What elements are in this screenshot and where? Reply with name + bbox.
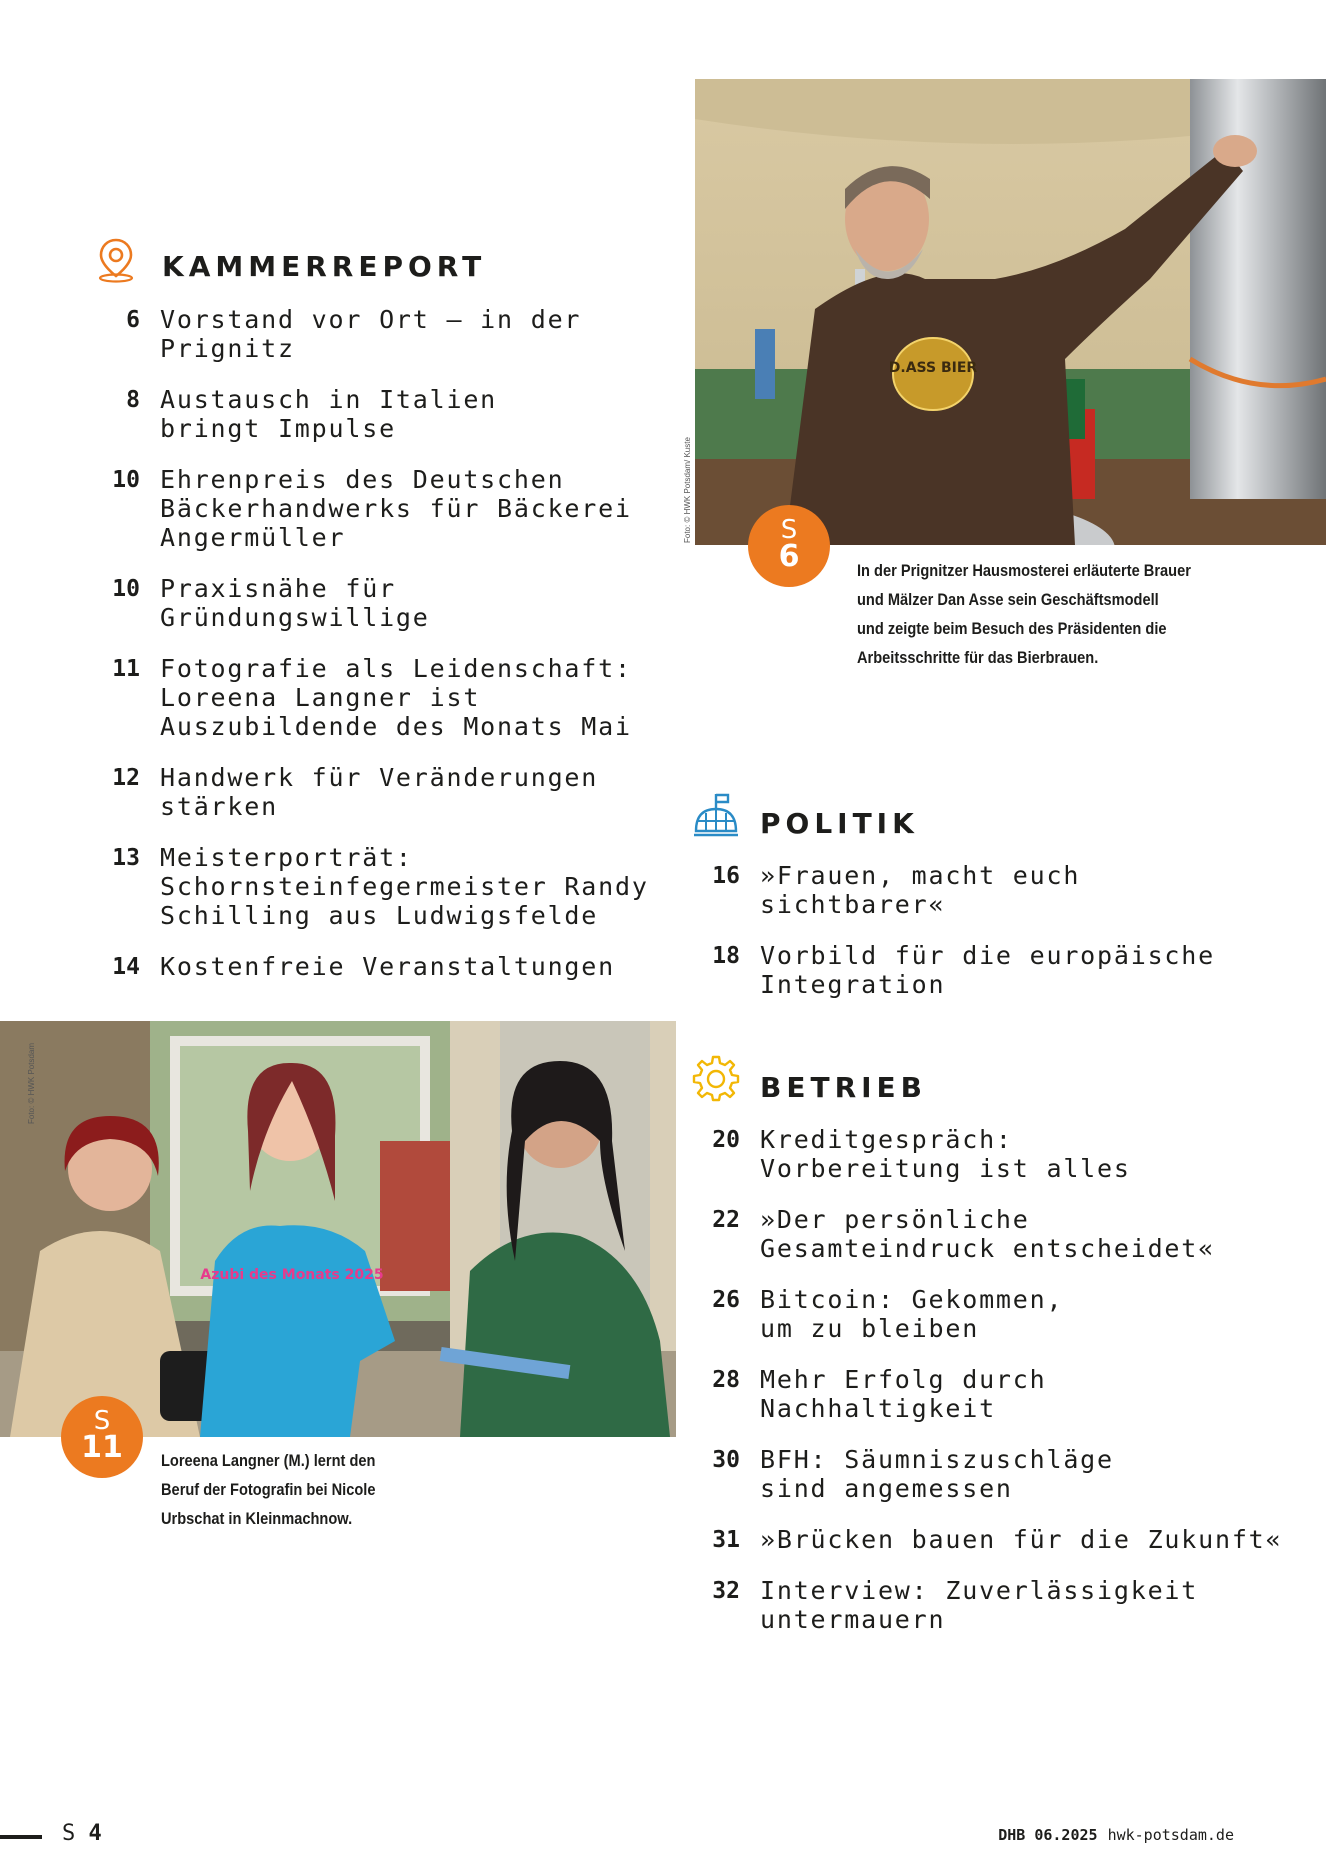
toc-entry[interactable] [700,1525,1310,1554]
photo-caption-women: Loreena Langner (M.) lernt den Beruf der Fotografin bei Nicole Urbschat in Kleinmachnow. [161,1451,376,1528]
photo-credit-brewer: Foto: © HWK Potsdam/ Kuste [683,437,692,543]
photo-brewer [695,79,1326,545]
toc-title: Kostenfreie Veranstaltungen [160,952,615,981]
footer-page-value: 4 [88,1821,102,1846]
badge-prefix: S [93,1406,111,1436]
toc-betrieb [700,1125,1310,1656]
section-title-politik: POLITIK [760,807,919,840]
toc-entry[interactable] [100,952,660,981]
toc-title: »Der persönliche Gesamteindruck entscheidet« [760,1205,1215,1263]
toc-page-number: 10 [112,576,140,602]
toc-page-number: 8 [126,387,140,413]
badge-page-number: 11 [81,1430,123,1465]
toc-title: Meisterporträt: Schornsteinfegermeister Randy Schilling aus Ludwigsfelde [160,843,649,930]
page-badge-6[interactable] [748,505,830,587]
toc-entry[interactable] [700,941,1310,999]
toc-entry[interactable] [700,1125,1310,1183]
footer-website[interactable]: hwk-potsdam.de [1107,1826,1234,1844]
parliament-flag-icon [692,791,740,839]
gear-icon [692,1054,740,1102]
toc-title: Kreditgespräch: Vorbereitung ist alles [760,1125,1131,1183]
badge-page-number: 6 [778,539,800,574]
section-betrieb-header [692,1054,740,1102]
women-photo-illustration [0,1021,676,1437]
footer-page-number [62,1821,102,1846]
badge-prefix: S [780,515,798,545]
toc-page-number: 28 [712,1367,740,1393]
toc-entry[interactable] [100,385,660,443]
toc-page-number: 31 [712,1527,740,1553]
page-badge-11[interactable] [61,1396,143,1478]
section-title-kammerreport: KAMMERREPORT [162,250,487,283]
shirt-logo-text: D.ASS BIER [888,360,978,376]
toc-page-number: 16 [712,863,740,889]
footer-rule [0,1835,42,1839]
toc-title: Ehrenpreis des Deutschen Bäckerhandwerks für Bäckerei Angermüller [160,465,632,552]
toc-entry[interactable] [100,574,660,632]
photo-caption-brewer: In der Prignitzer Hausmosterei erläuterte Brauer und Mälzer Dan Asse sein Geschäftsmodell und zeigte beim Besuch des Präsidenten die Arbeitsschritte für das Bierbrauen. [857,561,1191,667]
toc-title: Bitcoin: Gekommen, um zu bleiben [760,1285,1064,1343]
location-pin-icon [92,236,140,284]
toc-page-number: 26 [712,1287,740,1313]
toc-entry[interactable] [700,1445,1310,1503]
toc-title: Handwerk für Veränderungen stärken [160,763,599,821]
photo-credit-women: Foto: © HWK Potsdam [27,1042,36,1124]
shirt-azubi-text: Azubi des Monats 2025 [200,1267,384,1283]
section-kammerreport-header [92,236,140,284]
toc-page-number: 13 [112,845,140,871]
toc-page-number: 30 [712,1447,740,1473]
toc-title: »Frauen, macht euch sichtbarer« [760,861,1081,919]
toc-title: Fotografie als Leidenschaft: Loreena Langner ist Auszubildende des Monats Mai [160,654,632,741]
footer-page-prefix: S [62,1821,76,1846]
toc-entry[interactable] [700,1365,1310,1423]
toc-entry[interactable] [100,763,660,821]
toc-entry[interactable] [100,654,660,741]
toc-entry[interactable] [100,843,660,930]
toc-page-number: 14 [112,954,140,980]
photo-three-women [0,1021,676,1437]
toc-title: Vorbild für die europäische Integration [760,941,1215,999]
section-title-betrieb: BETRIEB [760,1071,928,1104]
toc-page-number: 18 [712,943,740,969]
toc-page-number: 11 [112,656,140,682]
toc-title: BFH: Säumniszuschläge sind angemessen [760,1445,1114,1503]
toc-entry[interactable] [100,305,660,363]
footer-issue: DHB 06.2025 [998,1826,1098,1844]
footer-issue-info [998,1826,1234,1844]
toc-page-number: 12 [112,765,140,791]
toc-title: Mehr Erfolg durch Nachhaltigkeit [760,1365,1047,1423]
toc-page-number: 6 [126,307,140,333]
brewer-photo-illustration [695,79,1326,545]
toc-entry[interactable] [700,1576,1310,1634]
toc-title: Interview: Zuverlässigkeit untermauern [760,1576,1199,1634]
toc-page-number: 20 [712,1127,740,1153]
section-politik-header [692,791,740,839]
toc-title: »Brücken bauen für die Zukunft« [760,1525,1283,1554]
toc-entry[interactable] [700,1285,1310,1343]
toc-page-number: 22 [712,1207,740,1233]
toc-entry[interactable] [100,465,660,552]
toc-politik [700,861,1310,1021]
toc-entry[interactable] [700,1205,1310,1263]
toc-page-number: 10 [112,467,140,493]
toc-title: Vorstand vor Ort – in der Prignitz [160,305,582,363]
toc-title: Praxisnähe für Gründungswillige [160,574,430,632]
toc-title: Austausch in Italien bringt Impulse [160,385,498,443]
toc-page-number: 32 [712,1578,740,1604]
toc-kammerreport [100,305,660,1003]
toc-entry[interactable] [700,861,1310,919]
